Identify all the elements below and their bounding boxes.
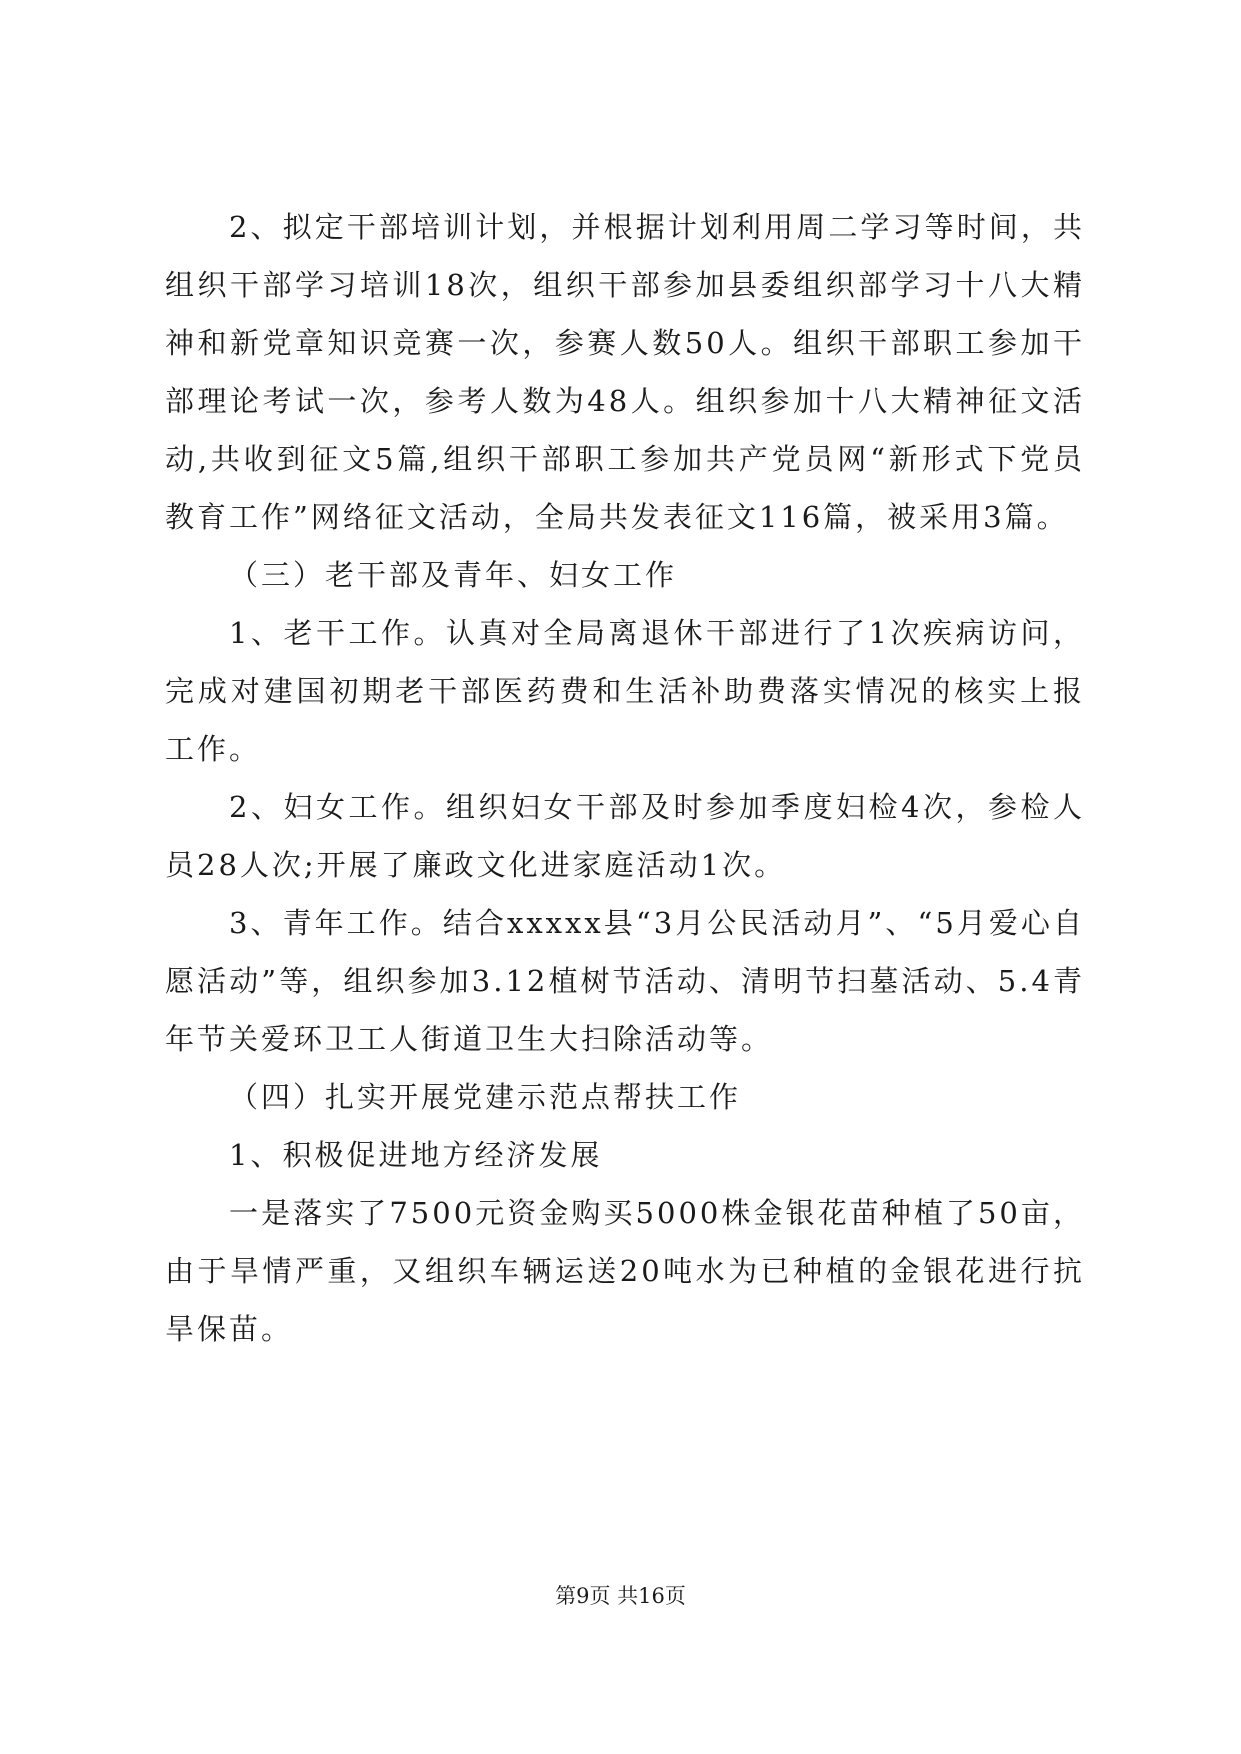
subheading-local-economy: 1、积极促进地方经济发展 bbox=[229, 1138, 603, 1172]
paragraph-women-work: 2、妇女工作。组织妇女干部及时参加季度妇检4次，参检人员28人次;开展了廉政文化进家庭活动1次。 bbox=[165, 790, 1085, 882]
paragraph-honeysuckle-planting: 一是落实了7500元资金购买5000株金银花苗种植了50亩，由于旱情严重，又组织车辆运送20吨水为已种植的金银花进行抗旱保苗。 bbox=[165, 1196, 1085, 1346]
section-heading-retired-youth-women: （三）老干部及青年、妇女工作 bbox=[229, 558, 678, 592]
document-body bbox=[165, 198, 1085, 1358]
paragraph-youth-work: 3、青年工作。结合xxxxx县“3月公民活动月”、“5月爱心自愿活动”等，组织参加3.12植树节活动、清明节扫墓活动、5.4青年节关爱环卫工人街道卫生大扫除活动等。 bbox=[165, 906, 1085, 1056]
paragraph-cadre-training: 2、拟定干部培训计划，并根据计划利用周二学习等时间，共组织干部学习培训18次，组织干部参加县委组织部学习十八大精神和新党章知识竞赛一次，参赛人数50人。组织干部职工参加干部理论考试一次，参考人数为48人。组织参加十八大精神征文活动,共收到征文5篇,组织干部职工参加共产党员网“新形式下党员教育工作”网络征文活动，全局共发表征文116篇，被采用3篇。 bbox=[165, 210, 1085, 534]
page-number-footer: 第9页 共16页 bbox=[555, 1584, 686, 1608]
section-heading-party-demonstration: （四）扎实开展党建示范点帮扶工作 bbox=[229, 1080, 742, 1114]
paragraph-retired-cadre-work: 1、老干工作。认真对全局离退休干部进行了1次疾病访问，完成对建国初期老干部医药费和生活补助费落实情况的核实上报工作。 bbox=[165, 616, 1085, 766]
